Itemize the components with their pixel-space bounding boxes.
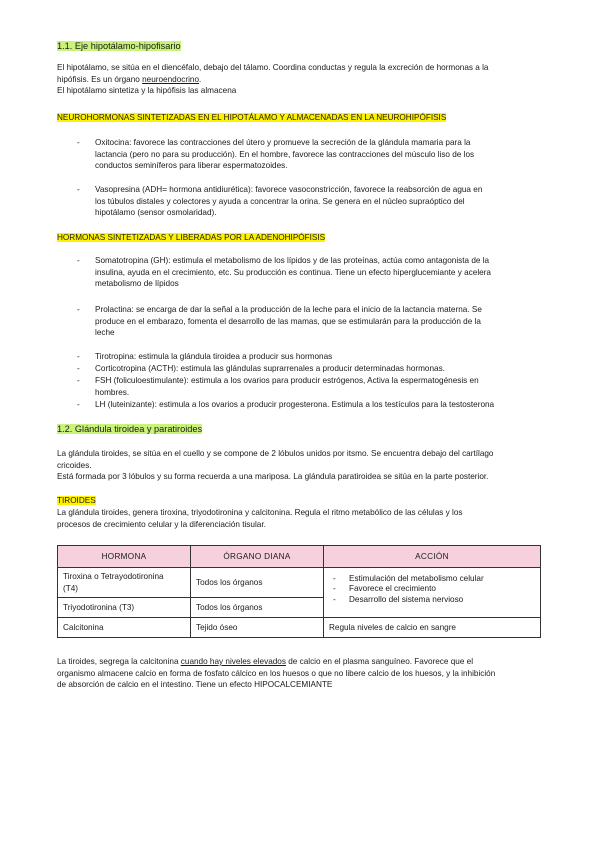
calcitonina-paragraph: La tiroides, segrega la calcitonina cuando hay niveles elevados de calcio en el plasma sanguíneo. Favorece que el organismo almacene calcio en forma de fosfato cálcico en los huesos o que no libere calcio de los huesos, y la inhibición de absorción de calcio en el intestino. Tiene un efecto HIPOCALCEMIANTE <box>57 657 496 690</box>
list-item: - Estimulación del metabolismo celular <box>333 574 484 583</box>
cell-organo: Todos los órganos <box>191 568 324 598</box>
neurohormonas-heading: NEUROHORMONAS SINTETIZADAS EN EL HIPOTÁLAMO Y ALMACENADAS EN LA NEUROHIPÓFISIS <box>57 113 447 122</box>
underlined-phrase: cuando hay niveles elevados <box>180 657 286 666</box>
table-header-row <box>58 546 541 568</box>
document-page: 1.1. Eje hipotálamo-hipofisario El hipotálamo, se sitúa en el diencéfalo, debajo del tálamo. Coordina conductas y regula la excreción de hormonas a la hipófisis. Es un órgano neuroendocrino. El hipotálamo sintetiza y la hipófisis las almacena NEUROHORMONAS SINTETIZADAS EN EL HIPOTÁLAMO Y ALMACENADAS EN LA NEUROHIPÓFISIS - Oxitocina: favorece las contracciones del útero y promueve la secreción de la glándula mamaria para la lactancia (pero no para su producción). En el hombre, favorece las contracciones del músculo liso de los conductos seminíferos para liberar espermatozoides. - Vasopresina (ADH= hormona antidiurética): favorece vasoconstricción, favorece la reabsorción de agua en los túbulos distales y colectores y ayuda a concentrar la orina. Se genera en el núcleo supraóptico del hipotálamo (sensor osmolaridad). HORMONAS SINTETIZADAS Y LIBERADAS POR LA ADENOHIPÓFISIS - Somatotropina (GH): estimula el metabolismo de los lípidos y de las proteínas, actúa como antagonista de la insulina, ayuda en el crecimiento, etc. Su producción es continua. Tiene un efecto hiperglucemiante y acelera metabolismo de lípidos - Prolactina: se encarga de dar la señal a la producción de la leche para el inicio de la lactancia materna. Se produce en el embarazo, fomenta el desarrollo de las mamas, que se estimularán para la producción de la leche - Tirotropina: estimula la glándula tiroidea a producir sus hormonas - Corticotropina (ACTH): estimula las glándulas suprarrenales a producir determinadas hormonas. - FSH (foliculoestimulante): estimula a los ovarios para producir estrógenos, Activa la espermatogénesis en hombres. - LH (luteinizante): estimula a los ovarios a producir progesterona. Estimula a los testículos para la testosterona 1.2. Glándula tiroidea y paratiroides La glándula tiroides, se sitúa en el cuello y se compone de 2 lóbulos unidos por itsmo. Se encuentra debajo del cartílago cricoides. Está formada por 3 lóbulos y su forma recuerda a una mariposa. La glándula paratiroidea se sitúa en la parte posterior. TIROIDES La glándula tiroides, genera tiroxina, triyodotironina y calcitonina. Regula el ritmo metabólico de las células y los procesos de crecimiento celular y la diferenciación tisular. HORMONA ÓRGANO DIANA ACCIÓN Tiroxina o Tetrayodotironina (T4) Todos los órganos - Estimulación del metabolismo celular - Favorece el crecimiento - Desarrollo del sistema nervioso Triyodotironina (T3) Todos los órganos Calcitonina Tejido óseo Regula niveles de calcio en sangre La tiroides, segrega la calcitonina cuando hay niveles elevados de calcio en el plasma sanguíneo. Favorece que el organismo almacene calcio en forma de fosfato cálcico en los huesos o que no libere calcio de los huesos, y la inhibición de absorción de calcio en el intestino. Tiene un efecto HIPOCALCEMIANTE <box>0 0 600 848</box>
section-2-title: 1.2. Glándula tiroidea y paratiroides <box>57 424 203 434</box>
cell-accion: Regula niveles de calcio en sangre <box>324 618 541 638</box>
table-row <box>58 568 541 598</box>
list-item: - Desarrollo del sistema nervioso <box>333 594 464 604</box>
cell-organo: Tejido óseo <box>191 618 324 638</box>
column-header-hormona: HORMONA <box>58 546 191 568</box>
section-1-intro: El hipotálamo, se sitúa en el diencéfalo, debajo del tálamo. Coordina conductas y regula la excreción de hormonas a la hipófisis. Es un órgano neuroendocrino. El hipotálamo sintetiza y la hipófisis las almacena <box>57 63 489 96</box>
tiroides-heading: TIROIDES <box>57 496 96 505</box>
cell-accion-shared <box>324 568 541 618</box>
cell-hormona: Calcitonina <box>58 618 191 638</box>
tiroides-paragraph: La glándula tiroides, genera tiroxina, triyodotironina y calcitonina. Regula el ritmo metabólico de las células y los procesos de crecimiento celular y la diferenciación tisular. <box>57 508 463 529</box>
hormone-table <box>57 545 541 638</box>
section-1-title: 1.1. Eje hipotálamo-hipofisario <box>57 41 181 51</box>
column-header-accion: ACCIÓN <box>324 546 541 568</box>
neuroendocrino-underlined: neuroendocrino <box>142 74 200 84</box>
adenohipofisis-heading: HORMONAS SINTETIZADAS Y LIBERADAS POR LA ADENOHIPÓFISIS <box>57 233 326 242</box>
cell-hormona: Tiroxina o Tetrayodotironina (T4) <box>58 568 191 598</box>
cell-hormona: Triyodotironina (T3) <box>58 598 191 618</box>
table-row <box>58 618 541 638</box>
column-header-organo: ÓRGANO DIANA <box>191 546 324 568</box>
cell-organo: Todos los órganos <box>191 598 324 618</box>
list-item: - Favorece el crecimiento <box>333 584 436 594</box>
section-2-intro: La glándula tiroides, se sitúa en el cuello y se compone de 2 lóbulos unidos por itsmo. Se encuentra debajo del cartílago cricoides. Está formada por 3 lóbulos y su forma recuerda a una mariposa. La glándula paratiroidea se sitúa en la parte posterior. <box>57 449 494 482</box>
